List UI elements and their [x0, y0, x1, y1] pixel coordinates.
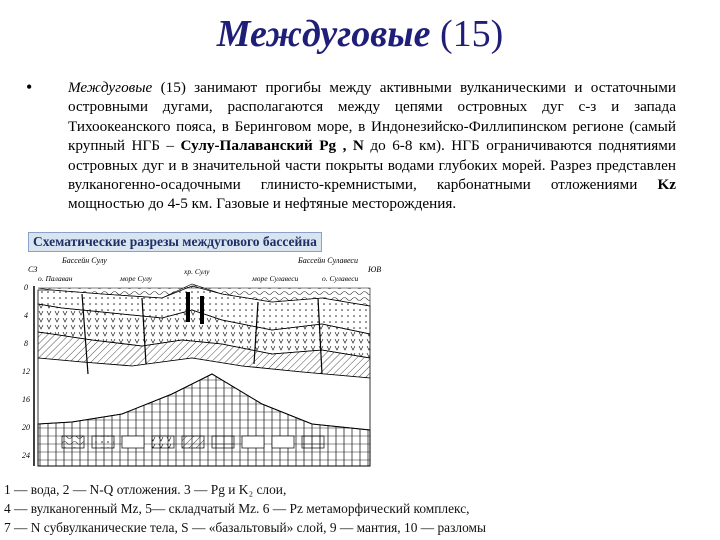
title-number: (15) [440, 13, 504, 55]
label-sulawesi-island: о. Сулавеси [322, 274, 359, 283]
depth-tick-4: 4 [24, 311, 28, 320]
diagram-caption: Схематические разрезы междугового бассейна [28, 232, 322, 252]
label-basin-sulawesi: Бассейн Сулавеси [298, 256, 358, 265]
legend-text [4, 480, 704, 537]
label-corner-left: СЗ [28, 265, 38, 274]
legend-swatch [272, 436, 294, 448]
legend-swatch [242, 436, 264, 448]
label-corner-right: ЮВ [368, 265, 382, 274]
label-sulawesi-sea: море Сулавеси [252, 274, 299, 283]
legend-swatch [122, 436, 144, 448]
label-palawan: о. Палаван [38, 274, 73, 283]
legend-line-3: 7 — N субвулканические тела, S — «базальтовый» слой, 9 — мантия, 10 — разломы [4, 520, 487, 535]
bullet-icon: • [26, 77, 33, 97]
legend-swatch [62, 436, 84, 448]
legend-swatch [152, 436, 174, 448]
depth-tick-12: 12 [22, 367, 30, 376]
depth-tick-24: 24 [22, 451, 30, 460]
bullet-paragraph [26, 78, 676, 214]
subvolcanic-body [200, 296, 204, 324]
depth-tick-0: 0 [24, 283, 28, 292]
label-basin-sulu: Бассейн Сулу [62, 256, 107, 265]
legend-swatch [302, 436, 324, 448]
depth-tick-16: 16 [22, 395, 30, 404]
legend-line-2: 4 — вулканогенный Mz, 5— складчатый Mz. 6 — Pz метаморфический комплекс, [4, 501, 470, 516]
label-sulu-ridge: хр. Сулу [184, 267, 210, 276]
slide-title [0, 14, 720, 56]
paragraph-bold-1: Сулу-Палаванский Pg , N [180, 137, 364, 155]
paragraph-part-2: до 6-8 км). НГБ ограничиваются поднятиями островных дуг и в значительной части покрыты водами глубоких морей. Разрез представлен вулканогенно-осадочными глинисто-кремнистыми, карбонатными отложениями [68, 137, 676, 194]
legend-swatch [92, 436, 114, 448]
paragraph-part-3: мощностью до 4-5 км. Газовые и нефтяные месторождения. [68, 195, 457, 213]
legend-swatch [212, 436, 234, 448]
paragraph-bold-2: Kz [657, 176, 676, 194]
subvolcanic-body [186, 292, 190, 322]
legend-swatch [182, 436, 204, 448]
paragraph-lead: Междуговые [68, 79, 153, 96]
title-main: Междуговые [216, 13, 431, 55]
paragraph-part-1: (15) занимают прогибы между активными вулканическими и остаточными островными дугами, располагаются между цепями островных дуг с-з и запада Тихоокеанского пояса, в Беринговом море, в Индонезийско-Филлипинском регионе (самый крупный НГБ – [68, 79, 676, 155]
label-sulu-sea: море Сулу [120, 274, 153, 283]
legend-line-1: 1 — вода, 2 — N-Q отложения. 3 — Pg и K₂ слои, [4, 482, 287, 497]
depth-tick-8: 8 [24, 339, 28, 348]
cross-section-diagram [22, 254, 384, 470]
depth-tick-20: 20 [22, 423, 30, 432]
paragraph-text [68, 78, 676, 214]
